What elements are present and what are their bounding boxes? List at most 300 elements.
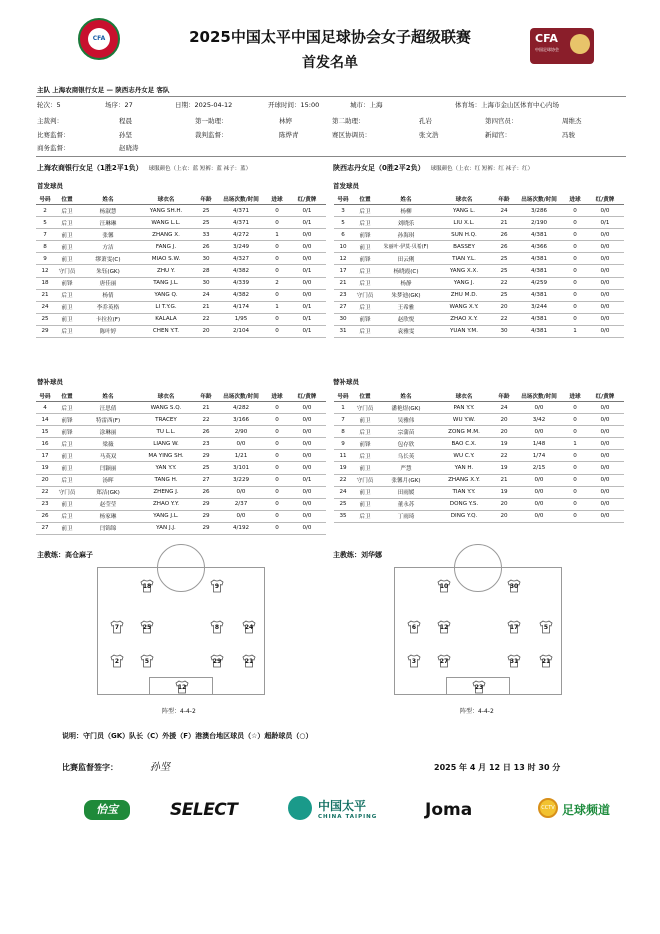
table-row [334,265,624,277]
official-label: 商务监督： [37,144,70,152]
col-number: 12 [36,265,54,277]
col-jersey-name: YAN H. [434,462,494,474]
col-position: 前锋 [54,426,80,438]
col-position: 后卫 [352,510,378,522]
official-name: 冯骏 [562,130,575,139]
page-subtitle: 首发名单 [302,55,358,71]
col-name: 涂琳丽 [80,426,136,438]
china-taiping-cn: 中国太平 [318,799,367,813]
col-age: 27 [196,474,216,486]
col-goals: 0 [564,205,586,217]
player-shirt-icon [140,620,154,634]
round: 轮次：5 [37,101,61,109]
player-shirt-icon [507,579,521,593]
col-jersey-name-header: 球衣名 [136,390,196,402]
col-number: 22 [334,474,352,486]
col-cards: 0/1 [288,205,326,217]
shirt-number: 21 [541,658,551,665]
col-jersey-name-header: 球衣名 [434,193,494,205]
player-shirt-icon [437,654,451,668]
col-name: 汪琳琳 [80,217,136,229]
col-appearances: 1/74 [514,450,564,462]
col-jersey-name: ZHENG J. [136,486,196,498]
col-position: 后卫 [352,325,378,337]
col-name: 杨家琳 [80,510,136,522]
away-team-header [333,163,533,173]
col-name: 吴雅伟 [378,414,434,426]
table-row [334,325,624,337]
col-goals: 0 [266,426,288,438]
table-row [334,229,624,241]
col-goals: 0 [266,474,288,486]
col-name: 杨倩 [80,289,136,301]
col-age: 25 [196,462,216,474]
table-row [334,205,624,217]
col-appearances: 4/381 [514,313,564,325]
table-row [36,325,326,337]
col-cards: 0/0 [288,498,326,510]
table-row [36,253,326,265]
col-age-header: 年龄 [494,193,514,205]
col-position-header: 位置 [352,390,378,402]
col-jersey-name: TANG J.L. [136,277,196,289]
col-number-header: 号码 [36,193,54,205]
cfa-emblem-text: CFA [88,28,110,50]
col-age: 25 [494,289,514,301]
col-goals: 0 [266,402,288,414]
player-shirt-icon [437,579,451,593]
official-label: 第二助理： [332,117,365,125]
player-shirt-icon [472,680,486,694]
shirt-number: 27 [439,658,449,665]
col-name: 缪萧雯(C) [80,253,136,265]
shirt-number: 29 [212,658,222,665]
col-name: 闫颖丽 [80,462,136,474]
col-name: 董永苏 [378,498,434,510]
col-cards: 0/0 [586,313,624,325]
col-name: 马英双 [80,450,136,462]
home-starters-label: 首发球员 [37,182,63,190]
sponsor-select-logo: SELECT [170,800,238,820]
col-jersey-name: ZHAO X.Y. [434,313,494,325]
col-name: 丁雨琦 [378,510,434,522]
col-appearances: 4/272 [216,229,266,241]
official-name: 张文浩 [419,130,439,139]
col-cards: 0/0 [288,253,326,265]
shirt-number: 10 [439,583,449,590]
col-position: 后卫 [352,426,378,438]
col-position: 守门员 [352,474,378,486]
home-subs-label: 替补球员 [37,378,63,386]
col-cards: 0/0 [288,414,326,426]
col-jersey-name: ZHANG X.Y. [434,474,494,486]
col-appearances-header: 出场次数/时间 [216,390,266,402]
col-name: 朱梦迪(GK) [378,289,434,301]
col-jersey-name: CHEN Y.T. [136,325,196,337]
official-label: 第四官员： [485,117,518,125]
player-shirt-icon [210,579,224,593]
col-number: 7 [36,229,54,241]
table-row [36,241,326,253]
col-name: 潘艳煜(GK) [378,402,434,414]
col-name: 闫锦锦 [80,522,136,534]
col-appearances: 0/0 [514,402,564,414]
col-number: 11 [334,450,352,462]
col-jersey-name: YANG SH.H. [136,205,196,217]
china-taiping-mark-icon [288,796,312,820]
col-position: 前卫 [54,313,80,325]
col-name: 杨晓霞(C) [378,265,434,277]
home-coach [37,550,93,560]
col-appearances: 4/371 [216,217,266,229]
col-age: 26 [196,426,216,438]
league-logo-sub: 中国足球协会 [535,47,559,52]
col-jersey-name-header: 球衣名 [434,390,494,402]
col-goals-header: 进球 [266,193,288,205]
col-age: 22 [494,313,514,325]
table-row [36,474,326,486]
col-jersey-name: ZHU M.D. [434,289,494,301]
official-label: 比赛监督： [37,130,70,139]
col-jersey-name: WU C.Y. [434,450,494,462]
official-name: 周维杰 [562,117,582,125]
col-cards: 0/1 [288,217,326,229]
col-goals: 0 [564,265,586,277]
col-cards: 0/0 [586,498,624,510]
col-cards: 0/0 [586,474,624,486]
col-position: 后卫 [352,277,378,289]
page-title: 2025中国太平中国足球协会女子超级联赛 [189,28,471,46]
col-name: 张馨月(GK) [378,474,434,486]
col-appearances: 4/381 [514,325,564,337]
table-row [36,301,326,313]
col-position: 前卫 [54,522,80,534]
col-cards: 0/0 [288,402,326,414]
col-number: 26 [36,510,54,522]
col-number: 31 [334,325,352,337]
col-goals: 0 [266,205,288,217]
col-number: 21 [36,289,54,301]
col-name-header: 姓名 [378,193,434,205]
col-number: 19 [334,462,352,474]
col-goals: 0 [266,325,288,337]
col-appearances: 4/381 [514,265,564,277]
col-name: 汤晖 [80,474,136,486]
col-cards: 0/0 [288,241,326,253]
col-name: 杨淑慧 [80,205,136,217]
shirt-number: 23 [474,684,484,691]
col-jersey-name: DONG Y.S. [434,498,494,510]
col-appearances: 1/95 [216,313,266,325]
home-coach-name: 高仓麻子 [65,551,93,559]
col-name: 杨柳 [378,205,434,217]
sponsor-joma-logo: Joma [425,800,473,820]
col-position: 前锋 [352,438,378,450]
col-goals: 0 [266,289,288,301]
col-position: 前锋 [352,229,378,241]
shirt-number: 5 [144,658,150,665]
col-appearances: 3/286 [514,205,564,217]
col-number: 25 [334,498,352,510]
away-formation-pitch [394,567,562,695]
col-position: 后卫 [54,205,80,217]
col-number: 9 [36,253,54,265]
col-position: 前卫 [352,462,378,474]
col-number: 17 [334,265,352,277]
col-appearances-header: 出场次数/时间 [514,193,564,205]
col-jersey-name: YANG X.X. [434,265,494,277]
col-cards: 0/0 [288,450,326,462]
col-goals-header: 进球 [266,390,288,402]
col-position: 后卫 [352,301,378,313]
table-row [334,289,624,301]
table-row [334,498,624,510]
col-jersey-name: TIAN Y.L. [434,253,494,265]
col-goals: 0 [266,522,288,534]
col-number: 27 [334,301,352,313]
col-age: 20 [196,325,216,337]
col-jersey-name: BASSEY [434,241,494,253]
col-position: 后卫 [54,474,80,486]
col-jersey-name: WANG L.L. [136,217,196,229]
col-appearances: 4/381 [514,229,564,241]
away-subs-table [334,390,624,523]
shirt-number: 18 [142,583,152,590]
player-shirt-icon [437,620,451,634]
col-name: 唐佳丽 [80,277,136,289]
col-appearances: 0/0 [216,438,266,450]
table-row [36,414,326,426]
col-jersey-name: TANG H. [136,474,196,486]
col-jersey-name: TRACEY [136,414,196,426]
col-goals: 0 [564,426,586,438]
col-appearances: 4/366 [514,241,564,253]
col-appearances: 4/382 [216,265,266,277]
col-age: 26 [196,241,216,253]
col-appearances: 2/104 [216,325,266,337]
col-jersey-name: PAN Y.Y. [434,402,494,414]
col-age: 29 [196,498,216,510]
col-age: 19 [494,438,514,450]
col-goals: 1 [266,301,288,313]
col-cards: 0/0 [288,486,326,498]
kickoff-time: 开球时间：15:00 [268,101,320,109]
shirt-number: 6 [411,624,417,631]
shirt-number: 17 [509,624,519,631]
col-age: 29 [196,510,216,522]
away-starters-label: 首发球员 [333,182,359,190]
col-number: 18 [36,277,54,289]
col-jersey-name: YANG L. [434,205,494,217]
col-jersey-name: BAO C.X. [434,438,494,450]
table-row [334,253,624,265]
home-formation-pitch [97,567,265,695]
col-age: 21 [494,217,514,229]
shirt-number: 3 [411,658,417,665]
col-name: 田云俐 [378,253,434,265]
col-position: 前卫 [54,450,80,462]
col-age: 26 [494,229,514,241]
col-number: 4 [36,402,54,414]
col-name: 乌长英 [378,450,434,462]
col-cards: 0/1 [288,474,326,486]
col-position: 后卫 [54,217,80,229]
col-goals: 0 [564,301,586,313]
center-arc [157,544,205,592]
col-age: 19 [494,462,514,474]
col-age: 22 [196,414,216,426]
col-goals: 0 [564,498,586,510]
col-age: 25 [196,217,216,229]
col-number: 16 [36,438,54,450]
col-name: 杨静 [378,277,434,289]
col-number-header: 号码 [334,390,352,402]
col-number: 12 [334,253,352,265]
player-shirt-icon [242,654,256,668]
col-cards: 0/0 [586,462,624,474]
col-goals: 0 [266,510,288,522]
col-cards: 0/0 [586,289,624,301]
col-name: 李乔英格 [80,301,136,313]
col-name: 田雨媛 [378,486,434,498]
col-name: 朱钰(GK) [80,265,136,277]
col-position-header: 位置 [352,193,378,205]
col-appearances: 4/282 [216,402,266,414]
col-goals: 0 [564,414,586,426]
col-goals: 0 [564,486,586,498]
col-goals: 0 [564,277,586,289]
col-appearances: 3/166 [216,414,266,426]
col-number: 29 [36,325,54,337]
col-position: 前卫 [352,414,378,426]
col-jersey-name: MIAO S.W. [136,253,196,265]
col-jersey-name: TIAN Y.Y. [434,486,494,498]
shirt-number: 12 [177,684,187,691]
cctv-football-text: 足球频道 [562,803,611,817]
table-row [334,450,624,462]
sponsor-cestbon-logo: 怡宝 [84,800,130,820]
table-row [334,241,624,253]
col-cards: 0/1 [288,313,326,325]
table-row [36,205,326,217]
home-starters-table [36,193,326,338]
table-header-row [334,193,624,205]
col-age-header: 年龄 [494,390,514,402]
col-appearances: 0/0 [514,474,564,486]
col-age: 26 [494,241,514,253]
col-position: 后卫 [54,289,80,301]
official-label: 主裁判： [37,117,63,125]
col-jersey-name: ZONG M.M. [434,426,494,438]
player-shirt-icon [110,654,124,668]
col-age: 19 [494,486,514,498]
table-row [334,402,624,414]
col-name: 特雷西(F) [80,414,136,426]
col-position: 守门员 [352,402,378,414]
divider [36,96,626,97]
shirt-number: 2 [114,658,120,665]
col-cards: 0/0 [288,522,326,534]
col-appearances: 2/190 [514,217,564,229]
shirt-number: 7 [114,624,120,631]
col-age: 22 [196,313,216,325]
col-age: 33 [196,229,216,241]
col-appearances: 0/0 [514,510,564,522]
col-name: 宗蒲苗 [378,426,434,438]
col-appearances: 3/244 [514,301,564,313]
col-jersey-name: YAN Y.Y. [136,462,196,474]
official-name: 孙坚 [119,130,132,139]
col-goals: 0 [564,462,586,474]
col-cards: 0/0 [586,325,624,337]
col-cards: 0/0 [586,265,624,277]
col-appearances: 4/327 [216,253,266,265]
col-cards: 0/0 [288,462,326,474]
col-goals: 0 [266,486,288,498]
col-name-header: 姓名 [378,390,434,402]
col-appearances: 0/0 [514,498,564,510]
city: 城市：上海 [350,101,383,109]
player-shirt-icon [539,620,553,634]
col-goals: 0 [266,313,288,325]
col-age: 20 [494,301,514,313]
col-position: 守门员 [352,289,378,301]
col-goals: 0 [266,217,288,229]
shirt-number: 30 [509,583,519,590]
col-age: 23 [196,438,216,450]
player-shirt-icon [407,654,421,668]
away-team-name: 陕西志丹女足（0胜2平2负） [333,164,425,172]
col-position: 前锋 [54,277,80,289]
col-cards-header: 红/黄牌 [288,390,326,402]
away-formation: 阵型：4-4-2 [460,708,494,715]
col-goals: 1 [266,229,288,241]
table-row [334,313,624,325]
table-row [36,265,326,277]
col-cards: 0/0 [586,205,624,217]
col-jersey-name: TU L.L. [136,426,196,438]
away-coach-name: 刘华娜 [361,551,382,559]
table-row [334,426,624,438]
col-cards: 0/0 [586,438,624,450]
cctv-mark-icon: CCTV [538,798,558,818]
col-position: 前卫 [54,301,80,313]
col-number: 1 [334,402,352,414]
official-label: 第一助理： [195,117,228,125]
teams-line: 主队 上海农商银行女足 — 陕西志丹女足 客队 [37,86,170,94]
col-number: 8 [36,241,54,253]
col-goals: 0 [266,498,288,510]
col-name: 赵欣悦 [378,313,434,325]
col-number: 15 [36,426,54,438]
col-goals: 0 [266,253,288,265]
col-jersey-name-header: 球衣名 [136,193,196,205]
table-row [36,217,326,229]
league-logo [530,28,594,64]
col-age-header: 年龄 [196,390,216,402]
col-number: 23 [36,498,54,510]
col-appearances: 3/229 [216,474,266,486]
col-age: 20 [494,426,514,438]
col-goals-header: 进球 [564,390,586,402]
official-name: 林婷 [279,117,292,125]
col-age: 21 [196,301,216,313]
league-logo-text: CFA [535,32,558,45]
col-number: 2 [36,205,54,217]
col-goals: 0 [564,241,586,253]
col-cards: 0/0 [288,438,326,450]
col-age: 22 [494,450,514,462]
